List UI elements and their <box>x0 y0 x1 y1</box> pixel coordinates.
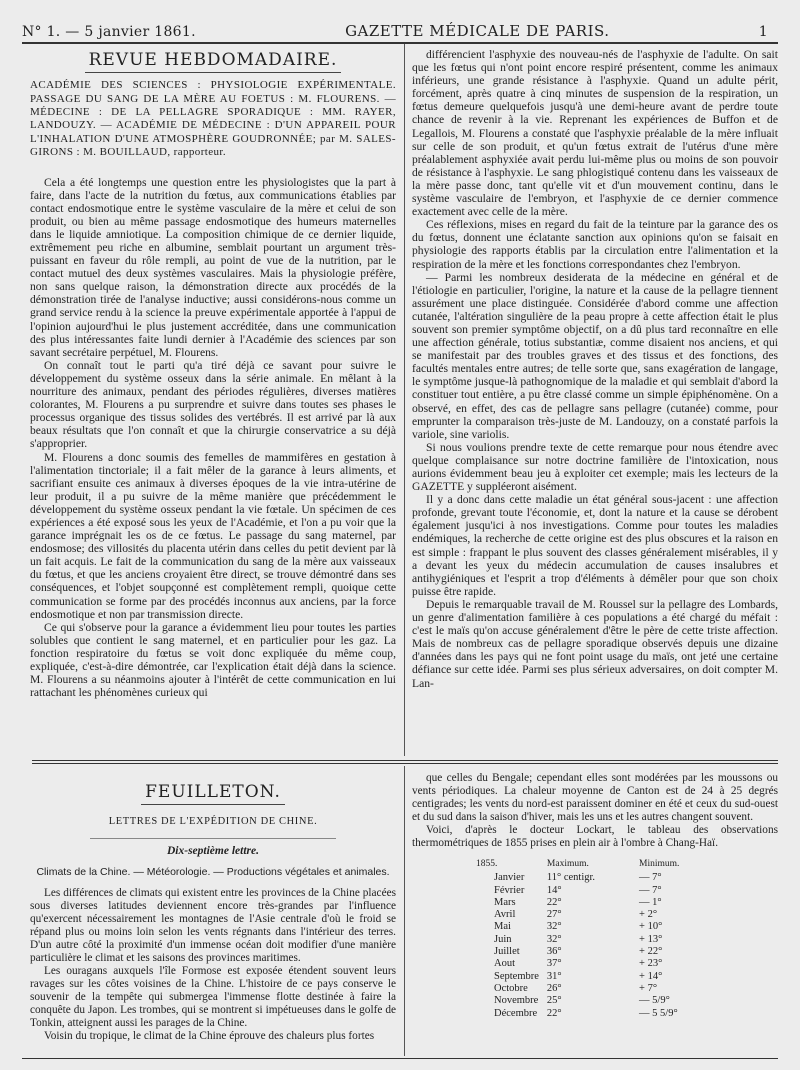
table-row <box>472 897 683 909</box>
revue-right-column <box>412 48 778 756</box>
table-cell-max: 26° <box>546 982 562 994</box>
revue-left-text <box>30 176 396 700</box>
revue-left-column <box>30 48 396 756</box>
table-cell-max: 22° <box>546 1007 562 1019</box>
feuilleton-right-text <box>412 772 778 850</box>
paragraph: Depuis le remarquable travail de M. Roussel sur la pellagre des Lombards, un genre d'alimentation familière à ces populations a été chargé du méfait : c'est le maïs qu'on accuse généralement d'être le père de cette triste affection. Mais de nombreux cas de pellagre sporadique observés depuis une dizaine d'années dans les pays qui ne font point usage du maïs, ont jeté une certaine défiance sur cette idée. Parmi ses plus sérieux adversaires, on doit compter M. Lan- <box>412 597 778 690</box>
table-cell-min: + 23° <box>639 958 663 970</box>
table-cell-min: + 13° <box>639 933 663 945</box>
paragraph: Les différences de climats qui existent entre les provinces de la Chine placées sous diverses latitudes deviennent encore très-grandes par l'influence qu'exercent nécessairement les montagnes de l'Asie centrale d'où le froid se répand plus ou moins loin selon les vents régnants dans l'intérieur des terres. D'un autre côté la proximité d'un immense océan doit modifier d'une manière particulière le climat et les saisons des provinces maritimes. <box>30 887 396 964</box>
letter-topics: Climats de la Chine. — Météorologie. — Productions végétales et animales. <box>36 866 390 878</box>
table-row <box>472 958 683 970</box>
table-cell-max: 25° <box>546 995 562 1007</box>
table-cell-min: — 1° <box>639 896 662 908</box>
paragraph: Ce qui s'observe pour la garance a évidemment lieu pour toutes les parties solubles que contient le sang maternel, et en particulier pour les gaz. La fonction respiratoire du fœtus se voit donc expliquée du même coup, expliquée, c'est-à-dire démontrée, car l'explication était déjà dans la science. M. Flourens a su néanmoins ajouter à l'intérêt de cette communication en lui rattachant les phénomènes curieux qui <box>30 620 396 700</box>
table-cell-month: Juillet <box>494 946 520 958</box>
feuilleton-left-text <box>30 887 396 1043</box>
table-row <box>472 946 683 958</box>
table-cell-month: Février <box>494 884 525 896</box>
table-cell-month: Octobre <box>494 982 528 994</box>
table-header-max: Maximum. <box>546 859 589 869</box>
table-cell-max: 32° <box>546 921 562 933</box>
table-cell-max: 11° centigr. <box>546 872 596 884</box>
table-cell-min: — 7° <box>639 872 662 884</box>
issue-number: N° 1. — 5 janvier 1861. <box>22 24 196 40</box>
table-row <box>472 909 683 921</box>
table-cell-max: 31° <box>546 970 562 982</box>
table-cell-min: — 5/9° <box>639 995 670 1007</box>
table-cell-min: + 7° <box>639 982 658 994</box>
paragraph: Les ouragans auxquels l'île Formose est exposée étendent souvent leurs ravages sur les côtes voisines de la Chine. L'histoire de ce pays conserve le souvenir de la tempête qui submergea l'immense flotte destinée à faire la conquête du Japon. Les trombes, qui se montrent si impétueuses dans le golfe de Tonkin, atteignent aussi les parages de la Chine. <box>30 965 396 1029</box>
table-cell-month: Décembre <box>494 1007 538 1019</box>
table-cell-max: 27° <box>546 909 562 921</box>
bottom-rule <box>22 1058 778 1059</box>
table-cell-month: Janvier <box>494 872 525 884</box>
feuilleton-left-column <box>30 768 396 1056</box>
table-cell-min: — 7° <box>639 884 662 896</box>
header-rule <box>22 42 778 44</box>
table-cell-month: Juin <box>494 933 512 945</box>
table-row <box>472 983 683 995</box>
table-cell-month: Mars <box>494 896 516 908</box>
table-cell-min: — 5 5/9° <box>639 1007 678 1019</box>
paragraph: Il y a donc dans cette maladie un état général sous-jacent : une affection profonde, grevant toute l'économie, et, dont la nature et la cause se dérobent également jusqu'ici à nos investigations. Comme pour toutes les maladies endémiques, la recherche de cette origine est des plus obscures et la raison en est simple : frappant le plus souvent des classes généralement misérables, il y a devant les yeux du médecin accumulation de causes insalubres et antihygiéniques et l'esprit a trop d'éléments à démêler pour que son choix puisse être rapide. <box>412 493 778 598</box>
separator-line <box>90 838 336 839</box>
table-cell-month: Aout <box>494 958 515 970</box>
revue-heading: REVUE HEBDOMADAIRE. <box>30 54 396 67</box>
paragraph: Voici, d'après le docteur Lockart, le tableau des observations thermométriques de 1855 prises en plein air à l'ombre à Chang-Haï. <box>412 824 778 849</box>
newspaper-title: GAZETTE MÉDICALE DE PARIS. <box>345 22 610 40</box>
feuilleton-rule-1 <box>32 760 778 761</box>
feuilleton-heading: FEUILLETON. <box>30 786 396 799</box>
table-year: 1855. <box>476 859 498 869</box>
table-cell-max: 32° <box>546 933 562 945</box>
paragraph: M. Flourens a donc soumis des femelles de mammifères en gestation à l'alimentation tinctoriale; il a fait mêler de la garance à leurs aliments, et sacrifiant ensuite ces animaux à diverses époques de la vie intra-utérine de leur produit, il a pu suivre de la même manière que précédemment le développement du système osseux pendant la vie fœtale. Un spécimen de ces expériences a été exposé sous les yeux de l'Académie, et l'on a pu voir que la garance imprégnait les os de ce fœtus. Le passage du sang maternel, par endosmose; des villosités du placenta utérin dans celles du petit devient par là un fait acquis. Le fait de la communication du sang de la mère aux vaisseaux du fœtus, et que les anciens croyaient être direct, se trouve démontré dans ses conséquences, et l'objet soupçonné est complètement rempli, quoique cette communication se forme par des procédés inconnus aux anciens, par la force endosmotique et non par transmission directe. <box>30 450 396 621</box>
temperature-table <box>472 858 683 1020</box>
letter-title: Dix-septième lettre. <box>167 845 259 857</box>
table-cell-month: Septembre <box>494 970 539 982</box>
table-cell-month: Mai <box>494 921 511 933</box>
paragraph: Si nous voulions prendre texte de cette remarque pour nous étendre avec quelque complaisance sur notre doctrine familière de l'intoxication, nous aurions évidemment beau jeu à exploiter cet exemple; mais les lecteurs de la GAZETTE y suppléeront aisément. <box>412 440 778 494</box>
feuilleton-rule-2 <box>32 763 778 764</box>
table-cell-max: 37° <box>546 958 562 970</box>
revue-summary: ACADÉMIE DES SCIENCES : PHYSIOLOGIE EXPÉRIMENTALE. PASSAGE DU SANG DE LA MÈRE AU FOETUS : M. FLOURENS. — MÉDECINE : DE LA PELLAGRE SPORADIQUE : MM. RAYER, LANDOUZY. — ACADÉMIE DE MÉDECINE : D'UN APPAREIL POUR L'INHALATION D'UNE ATMOSPHÈRE GOUDRONNÉE; par M. SALES-GIRONS : M. BOUILLAUD, rapporteur. <box>30 79 396 159</box>
table-header-min: Minimum. <box>639 859 680 869</box>
paragraph: que celles du Bengale; cependant elles sont modérées par les moussons ou vents périodiques. La chaleur moyenne de Canton est de 24 à 25 degrés centigrades; les vents du nord-est paraissent dominer en été et ceux du sud-ouest et du sud dans la saison d'hiver, mais les uns et les autres changent souvent. <box>412 772 778 823</box>
column-divider-upper <box>404 44 405 756</box>
table-cell-month: Novembre <box>494 995 539 1007</box>
table-cell-min: + 2° <box>639 909 658 921</box>
revue-right-text <box>412 48 778 690</box>
paragraph: Voisin du tropique, le climat de la Chine éprouve des chaleurs plus fortes <box>44 1030 375 1042</box>
table-row <box>472 921 683 933</box>
paragraph: On connaît tout le parti qu'a tiré déjà ce savant pour suivre le développement du système osseux dans la série animale. En mêlant à la nourriture des animaux, pendant des périodes régulières, diverses matières colorantes, M. Flourens a pu surprendre et suivre dans toutes ses phases le processus organique des tissus solides des vertébrés. Il est arrivé par là aux beaux résultats que l'on connaît et que la chirurgie conservatrice a su déjà s'approprier. <box>30 358 396 451</box>
table-cell-max: 36° <box>546 946 562 958</box>
paragraph: Ces réflexions, mises en regard du fait de la teinture par la garance des os du fœtus, donnent une éclatante sanction aux opinions qu'on se faisait en physiologie des rapports établis par la circulation entre l'alimentation et la respiration de la mère et les fonctions correspondantes chez l'embryon. <box>412 218 778 271</box>
page-header <box>22 10 778 40</box>
table-cell-max: 14° <box>546 884 562 896</box>
table-cell-min: + 14° <box>639 970 663 982</box>
table-row <box>472 934 683 946</box>
table-row <box>472 1008 683 1020</box>
feuilleton-subheading: LETTRES DE L'EXPÉDITION DE CHINE. <box>108 816 318 827</box>
table-cell-min: + 22° <box>639 946 663 958</box>
column-divider-lower <box>404 766 405 1056</box>
table-row <box>472 885 683 897</box>
table-cell-month: Avril <box>494 909 516 921</box>
paragraph: Cela a été longtemps une question entre les physiologistes que la part à faire, dans l'acte de la nutrition du fœtus, aux communications établies par contact endosmotique entre le système vasculaire de la mère et celui de son produit, ou bien au même passage endosmotique des humeurs maternelles dans le liquide amniotique. La composition chimique de ce dernier liquide, extrêmement peu riche en albumine, semblait pourtant un argument très-puissant en faveur du rôle rempli, au point de vue de la nutrition, par le contact mutuel des deux systèmes vasculaires. Mais la physiologie préfère, non sans quelque raison, la démonstration directe aux procédés de la démonstration tirée de l'analyse inductive; aussi considérons-nous comme un grand service rendu à la science la preuve expérimentale apportée à l'appui de l'opinion aujourd'hui le plus justement accréditée, dans une communication des plus intéressantes faite lundi dernier à l'Académie des sciences par son savant secrétaire perpétuel, M. Flourens. <box>30 175 396 359</box>
table-row <box>472 995 683 1007</box>
paragraph: — Parmi les nombreux desiderata de la médecine en général et de l'étiologie en particulier, l'origine, la nature et la cause de la pellagre tiennent assurément une place distinguée. Considérée d'abord comme une affection cutanée, l'altération singulière de la peau propre à cette affection était le plus souvent son premier symptôme objectif, on a dû plus tard reconnaître en elle une affection générale, totius substantiæ, comme disaient nos anciens, et qui se manifestait par des troubles graves et des tissus et des fonctions, des facultés mentales entre autres; de telle sorte que, sans exagération de langage, le symptôme jusque-là pathognomique de la maladie et qui semblait d'abord la constituer tout entière, a pu être classé comme un simple épiphénomène. On a observé, en effet, des cas de pellagre sans pellagre (cutanée) comme, pour emprunter la comparaison très-juste de M. Landouzy, on a constaté parfois la variole, sine variolis. <box>412 270 778 441</box>
feuilleton-right-column <box>412 772 778 1056</box>
table-cell-min: + 10° <box>639 921 663 933</box>
paragraph: différencient l'asphyxie des nouveau-nés de l'asphyxie de l'adulte. On sait que les fœtus qui n'ont point encore respiré présentent, comme les animaux inférieurs, une grande résistance à l'asphyxie. Quand un adulte périt, forcément, après quatre à cinq minutes de suspension de la respiration, un fœtus demeure quelquefois jusqu'à une demi-heure avant de perdre toute chance de revenir à la vie. Reprenant les expériences de Buffon et de Legallois, M. Flourens a constaté que l'asphyxie préalable de la mère influait sur celle de son produit, et qu'un fœtus extrait de l'utérus d'une mère préalablement asphyxiée avait perdu lui-même plus ou moins de son pouvoir de résistance à l'asphyxie. Le sang phlogistiqué contenu dans les vaisseaux de la mère passe donc, tant qu'elle vit et d'un mouvement continu, dans le système vasculaire de l'embryon, et l'asphyxie de ce dernier commence exactement avec celle de la mère. <box>412 48 778 219</box>
page-number: 1 <box>758 24 768 40</box>
table-cell-max: 22° <box>546 896 562 908</box>
table-row <box>472 872 683 884</box>
table-row <box>472 971 683 983</box>
